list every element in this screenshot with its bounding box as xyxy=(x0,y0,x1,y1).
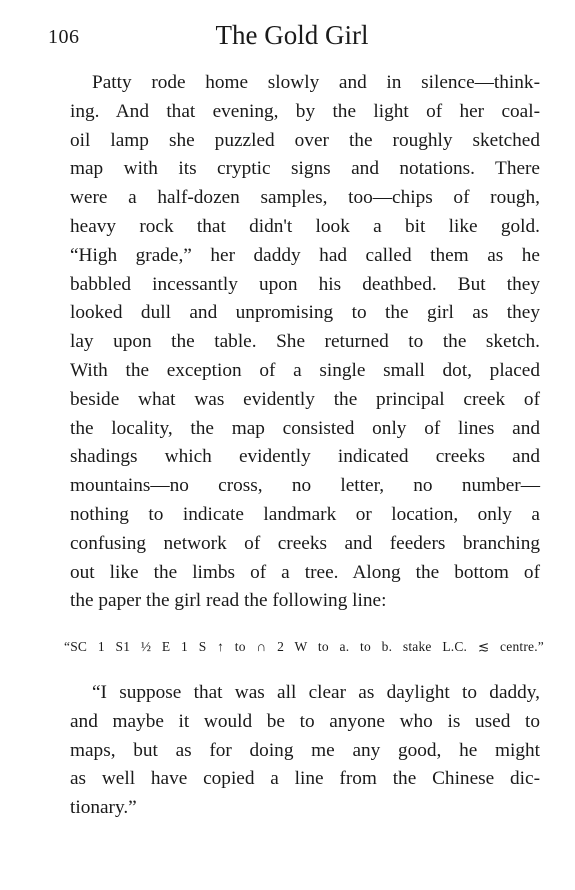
text-line: as well have copied a line from the Chinese dic- xyxy=(70,768,540,790)
text-line: oil lamp she puzzled over the roughly sketched xyxy=(70,129,540,151)
text-line: maps, but as for doing me any good, he might xyxy=(70,739,540,761)
text-line: shadings which evidently indicated creeks and xyxy=(70,446,540,468)
text-line: babbled incessantly upon his deathbed. But they xyxy=(70,273,540,295)
text-line: the locality, the map consisted only of lines and xyxy=(70,417,540,439)
map-notation-line: “SC 1 S1 ½ E 1 S ↑ to ∩ 2 W to a. to b. stake L.C. ≲ centre.” xyxy=(64,639,544,654)
text-line: beside what was evidently the principal creek of xyxy=(70,388,540,410)
text-line: the paper the girl read the following line: xyxy=(70,590,387,612)
text-line: out like the limbs of a tree. Along the bottom of xyxy=(70,561,540,583)
text-line: confusing network of creeks and feeders branching xyxy=(70,532,540,554)
running-title: The Gold Girl xyxy=(215,20,369,50)
running-head xyxy=(48,20,528,54)
text-line: looked dull and unpromising to the girl as they xyxy=(70,302,540,324)
text-line: mountains—no cross, no letter, no number— xyxy=(70,475,540,497)
paragraph-2 xyxy=(70,679,540,823)
text-line: ing. And that evening, by the light of her coal- xyxy=(70,100,540,122)
text-line: heavy rock that didn't look a bit like gold. xyxy=(70,215,540,237)
text-line: “High grade,” her daddy had called them as he xyxy=(70,244,540,266)
text-line: map with its cryptic signs and notations. There xyxy=(70,158,540,180)
text-line: nothing to indicate landmark or location, only a xyxy=(70,503,540,525)
text-line: lay upon the table. She returned to the sketch. xyxy=(70,331,540,353)
text-line: tionary.” xyxy=(70,797,137,819)
paragraph-1 xyxy=(70,69,540,616)
text-line: and maybe it would be to anyone who is used to xyxy=(70,710,540,732)
page-number: 106 xyxy=(48,26,80,48)
text-line: were a half-dozen samples, too—chips of rough, xyxy=(70,187,540,209)
text-line: With the exception of a single small dot, placed xyxy=(70,359,540,381)
text-line: Patty rode home slowly and in silence—think- xyxy=(92,72,540,93)
text-line: “I suppose that was all clear as daylight to daddy, xyxy=(92,682,540,703)
